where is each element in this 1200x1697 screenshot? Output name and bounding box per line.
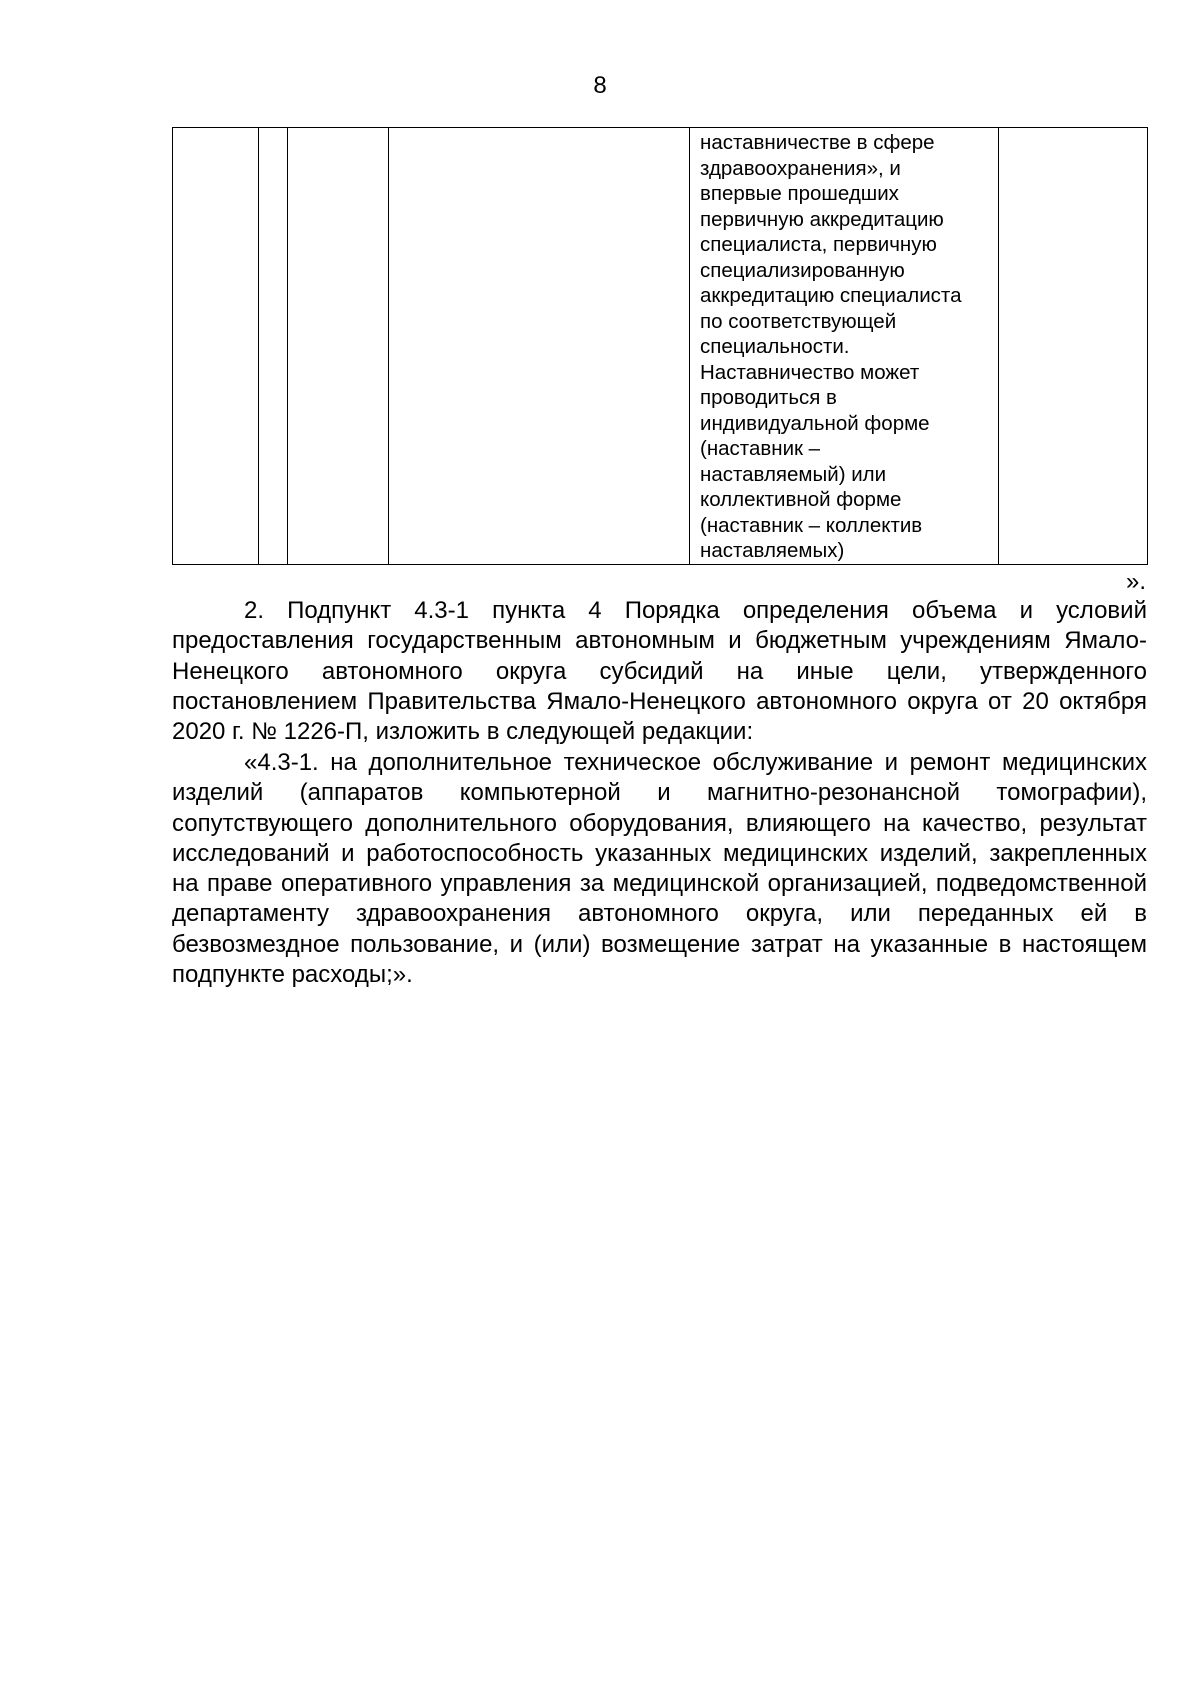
paragraph-text: «4.3-1. на дополнительное техническое обслуживание и ремонт медицинских изделий (аппаратов компьютерной и магнитно-резонансной томографии), сопутствующего дополнительного оборудования, влияющего на качество, результат исследований и работоспособность указанных медицинских изделий, закрепленных на праве оперативного управления за медицинской организацией, подведомственной департаменту здравоохранения автономного округа, или переданных ей в безвозмездное пользование, и (или) возмещение затрат на указанные в настоящем подпункте расходы;». — [172, 749, 1147, 989]
paragraph-subitem-4-3-1 — [172, 748, 1147, 990]
closing-quote: ». — [1125, 568, 1146, 595]
paragraph-text: 2. Подпункт 4.3-1 пункта 4 Порядка определения объема и условий предоставления государственным автономным и бюджетным учреждениям Ямало-Ненецкого автономного округа субсидий на иные цели, утвержденного постановлением Правительства Ямало-Ненецкого автономного округа от 20 октября 2020 г. № 1226-П, изложить в следующей редакции: — [172, 597, 1147, 746]
table-cell-col2 — [259, 128, 288, 565]
table-cell-col4 — [389, 128, 690, 565]
table-cell-col5 — [690, 128, 999, 565]
page-number: 8 — [593, 72, 607, 99]
table-cell-col3 — [288, 128, 389, 565]
continued-table — [172, 127, 1148, 565]
table-row — [173, 128, 1148, 565]
table-cell-col6 — [999, 128, 1148, 565]
table-cell-col1 — [173, 128, 259, 565]
paragraph-item-2 — [172, 596, 1147, 747]
table-cell-text: наставничестве в сфере здравоохранения», и впервые прошедших первичную аккредитацию специалиста, первичную специализированную аккредитацию специалиста по соответствующей специальности. Наставничество может проводиться в индивидуальной форме (наставник – наставляемый) или коллективной форме (наставник – коллектив наставляемых) — [700, 131, 962, 562]
